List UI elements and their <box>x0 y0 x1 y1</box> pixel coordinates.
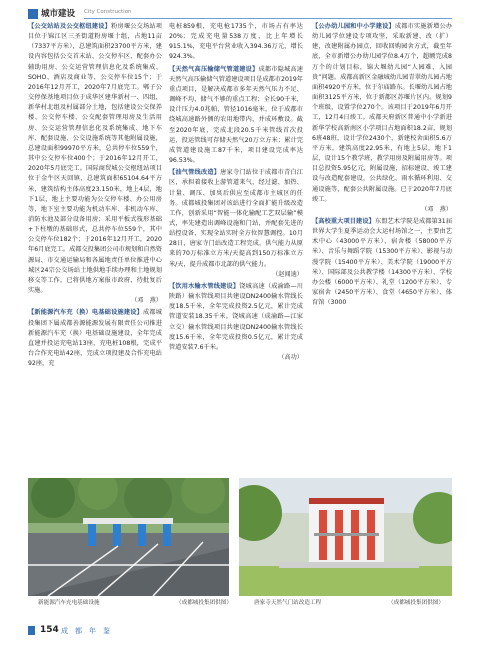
article-university <box>312 217 452 308</box>
article-title: 【高校重大项目建设】 <box>312 217 375 225</box>
article-water-pipeline <box>169 282 303 353</box>
author-signature: （邓 燕） <box>421 205 452 213</box>
article-ev-charging <box>28 308 162 369</box>
article-body: 成都城投集团下属成都善源能源发展有限责任公司推进新能源汽车充（换）电基础设施建设，全年完成直建并投运充电站13座，充电桩108根，完成平台合作充电站42座，完成立项投建及合作充电站92座，充 <box>28 309 162 368</box>
article-oil-gas-renovation <box>169 168 303 270</box>
article-body: 唐家寺门站位于成都市青白江区，承担着接收上游管道来气，经过滤、加热、计量、调压、加臭后供应至成都市主城区的任务。成都城投集团对该站进行全面扩能升级改造工作，创新采用“智能一体化输配工艺双层输”模式，率先建造出调峰设施和门站，并配套先进的站控设备，实现全站实时全方位智慧调控。10月28日，唐家寺门站改造工程完成，供气能力从原来的70万标准立方米/天提高到150万标准立方米/天，提升成都市北部的供气能力。 <box>169 169 303 268</box>
article-gas-pipeline <box>169 65 303 167</box>
article-title: 【天然气高压输储气管道建设】 <box>169 65 259 73</box>
page-header <box>28 6 452 22</box>
article-title: 【饮用水输水管线建设】 <box>169 282 240 290</box>
page-footer <box>28 624 452 638</box>
article-body: 成都市隐城高速天然气高压输储气管道建设项目是成都市2019年重点项目，是解决成都市多年天然气压力不足、调峰不均、储气不够的重点工程；全长90千米，设计压力4.0兆帕，管径1016毫米，位于成都市绕城高速路外侧的农用地带内，并成环敷设。截至2020年底，完成北段20.5千米管线首次投运，投运管线可存储天然气20万立方米；累计完成管道建设施工87千米，项目建设完成率达96.53%。 <box>169 65 303 165</box>
text-column-3 <box>312 22 452 308</box>
section-marker-icon <box>28 9 38 19</box>
magazine-title: 成 都 年 鉴 <box>61 627 110 635</box>
gas-station-image <box>239 478 452 596</box>
author-signature: （邓 燕） <box>131 297 162 305</box>
section-title-en: City Construction <box>84 9 132 15</box>
article-bus-stations <box>28 22 162 296</box>
text-column-1 <box>28 22 162 369</box>
photo-credit: （成都城投集团供图） <box>388 600 444 606</box>
charging-station-image <box>28 478 229 596</box>
article-body: 成都市实施新增公办幼儿园学位建设专项攻坚，采取新建、改（扩）建，改建附属办园点，回收回购园舍方式，截至年底，全市新增公办幼儿园学位8.4万个，超额完成8万个的计划目标，锦大堰幼儿园“人园难、入园贵”问题。成都高新区金融城幼儿园青翠幼儿园占地面积4920平方米，位于尔庙路东。长堰幼儿园占地面积3125平方米，位于新都区苏堰片区内。规划9个班级，设置学位270个。该项目于2019年6月开工，12月4日竣工。成都天府新区普通中小学新进新华学校高新南区小学项目占地面积18.2亩，规划6班48班，设计学位2430个，新建校舍面积5.6万平方米，建筑高度22.95米，有地上5层，地下1层，设计15个教学班，教学用房及附属用房等。项目总投资5.95亿元，附属设施，招标建设、竣工建设与改造配套建设，公共绿化、雨水循环利用、交通设施等，配套公共附属设施。已于2020年7月底竣工。 <box>312 23 452 203</box>
page-number: 154 <box>40 625 59 635</box>
article-title: 【油气管线改造】 <box>169 169 221 177</box>
article-ev-charging-cont: 电桩859根，充电枪1735个，市场占有率达20%；完成充电量538万度，比上年增长915.1%，充电平台营业收入394.36万元，增长924.3%。 <box>169 23 303 61</box>
photo-caption: 新能源汽车充电基础设施 <box>38 600 100 606</box>
author-signature: （赵闻迪） <box>272 270 303 278</box>
article-title: 【公办幼儿园和中小学建设】 <box>312 23 395 30</box>
photo-caption: 唐家寺天然气门站改造工程 <box>254 600 322 606</box>
photo-gas-gate-station <box>239 478 452 596</box>
article-body: 粉房堰公交场站项目位于锦江区三圣街道粉房堰十组，占地11亩（7337平方米），总建筑面积23700平方米，建设内容包括公交首末站、公交停车区、配套办公辅助用房、公交运营管理信息化及系统集成、SOHO、酒店及商业等，公交停车位15个；于2016年12月开工，2020年7月底完工。郫子公交停保基地项目位于成华区建华新村一、四组，新华村北组及村属部分土地，包括建设公交保养楼、公交停车楼、公交配套管理用房及生活用房、公交运营管理信息化及系统集成、地下车库、配套设施、公交设施系统等其他附属设施，总建设面积99970平方米，总共停车位559个，其中公交停车位400个；于2016年12月开工，2020年5月底完工。国际商贸城公交枢纽站项目位于金牛区天回镇，总建筑面积65104.64平方米，建筑结构主体高度23.150米，地上4层，地下1层，地上主要功能为公交停车楼、办公用房等，地下室主要功能为机动车库、非机动车库、消防水池及部分设备用房；采用平板式筏形基础+下柱墩的基础形式，总共停车位559个，其中公交停车位182个；于2016年12月开工，2020年6月底完工。成都交投集团公司市规划和自然资源局、市交通运输局和各属地责任单位推进中心城区24宗公交场站土地供地手续办理和土地规划移交等工作，已将供地方案报市政府，待批复后实施。 <box>28 23 162 295</box>
article-body: 饶城高速（成渝路—川陕路）输水管线项目共建设DN2400输水管线长度18.5千米，全年完成投资2.5亿元，累计完成管道安装18.35千米。饶城高速（成渝路—江家立交）输水管线项目共建设DN2400输水管线长度15.6千米，全年完成投资0.5亿元，累计完成管道安装7.6千米。 <box>169 282 303 351</box>
photo-charging-station <box>28 478 229 596</box>
article-body: 东盟艺术学院是成都第31届世界大学生夏季运动会大运村场馆之一，主要由艺术中心（43000平方米）、宿舍楼（58000平方米）、音乐与舞蹈学院（15300平方米）、影视与动漫学院（15400平方米）、美术学院（19000平方米）、国际部及公共教学楼（14300平方米）、学校办公楼（6000平方米）、礼堂（1200平方米）、专家宿舍（2450平方米）、食堂（4650平方米）、体育馆（3000 <box>312 217 452 307</box>
author-signature: （高功） <box>278 354 303 361</box>
article-schools <box>312 22 452 205</box>
article-title: 【新能源汽车充（换）电基础设施建设】 <box>28 309 144 317</box>
text-column-2 <box>169 22 303 363</box>
photo-credit: （成都城投集团供图） <box>176 600 232 606</box>
footer-marker-icon <box>28 626 35 635</box>
header-rule <box>84 18 452 19</box>
article-title: 【公交站站及公交枢纽建设】 <box>28 23 112 30</box>
section-title: 城市建设 <box>41 9 76 19</box>
